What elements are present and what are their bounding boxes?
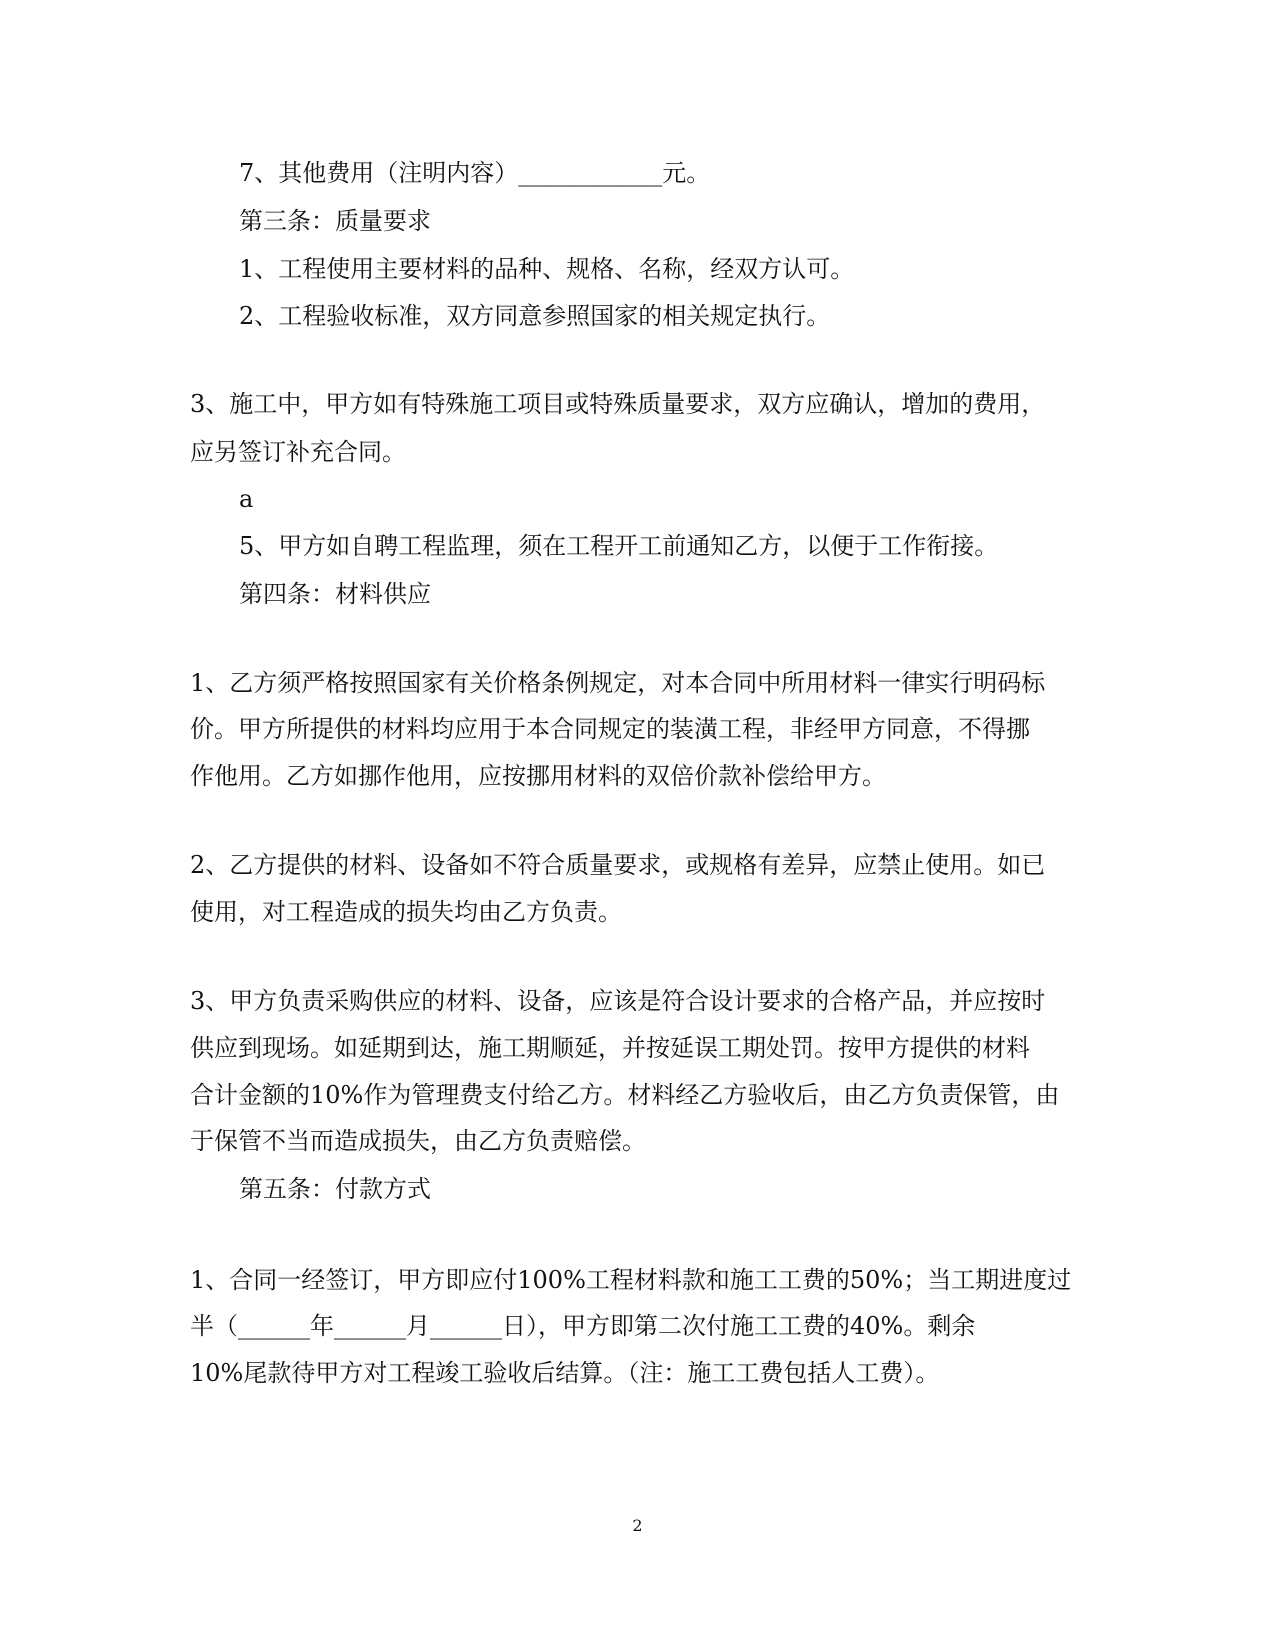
quality-item-1: 1、工程使用主要材料的品种、规格、名称，经双方认可。 bbox=[239, 255, 855, 283]
quality-item-5: 5、甲方如自聘工程监理，须在工程开工前通知乙方，以便于工作衔接。 bbox=[239, 532, 999, 560]
materials-item-3-line-4: 于保管不当而造成损失，由乙方负责赔偿。 bbox=[190, 1127, 646, 1155]
quality-item-3-line-1: 3、施工中，甲方如有特殊施工项目或特殊质量要求，双方应确认，增加的费用， bbox=[190, 390, 1046, 418]
materials-item-3-line-3: 合计金额的10%作为管理费支付给乙方。材料经乙方验收后，由乙方负责保管，由 bbox=[190, 1081, 1060, 1109]
article-3-heading: 第三条：质量要求 bbox=[239, 207, 431, 235]
materials-item-3-line-1: 3、甲方负责采购供应的材料、设备，应该是符合设计要求的合格产品，并应按时 bbox=[190, 987, 1046, 1015]
materials-item-1-line-3: 作他用。乙方如挪作他用，应按挪用材料的双倍价款补偿给甲方。 bbox=[190, 762, 886, 790]
materials-item-2-line-2: 使用，对工程造成的损失均由乙方负责。 bbox=[190, 898, 622, 926]
page-number: 2 bbox=[632, 1516, 643, 1535]
payment-item-1-line-3: 10%尾款待甲方对工程竣工验收后结算。（注：施工工费包括人工费）。 bbox=[190, 1359, 940, 1387]
article-4-heading: 第四条：材料供应 bbox=[239, 580, 431, 608]
materials-item-1-line-2: 价。甲方所提供的材料均应用于本合同规定的装潢工程，非经甲方同意，不得挪 bbox=[190, 715, 1030, 743]
stray-character: a bbox=[239, 485, 254, 513]
quality-item-2: 2、工程验收标准，双方同意参照国家的相关规定执行。 bbox=[239, 302, 831, 330]
materials-item-1-line-1: 1、乙方须严格按照国家有关价格条例规定，对本合同中所用材料一律实行明码标 bbox=[190, 669, 1046, 697]
materials-item-2-line-1: 2、乙方提供的材料、设备如不符合质量要求，或规格有差异，应禁止使用。如已 bbox=[190, 851, 1046, 879]
quality-item-3-line-2: 应另签订补充合同。 bbox=[190, 438, 406, 466]
other-fees-line: 7、其他费用（注明内容）____________元。 bbox=[239, 159, 711, 187]
payment-item-1-line-1: 1、合同一经签订，甲方即应付100%工程材料款和施工工费的50%；当工期进度过 bbox=[190, 1266, 1072, 1294]
payment-item-1-line-2: 半（______年______月______日），甲方即第二次付施工工费的40%。剩余 bbox=[190, 1312, 976, 1340]
materials-item-3-line-2: 供应到现场。如延期到达，施工期顺延，并按延误工期处罚。按甲方提供的材料 bbox=[190, 1034, 1030, 1062]
article-5-heading: 第五条：付款方式 bbox=[239, 1175, 431, 1203]
